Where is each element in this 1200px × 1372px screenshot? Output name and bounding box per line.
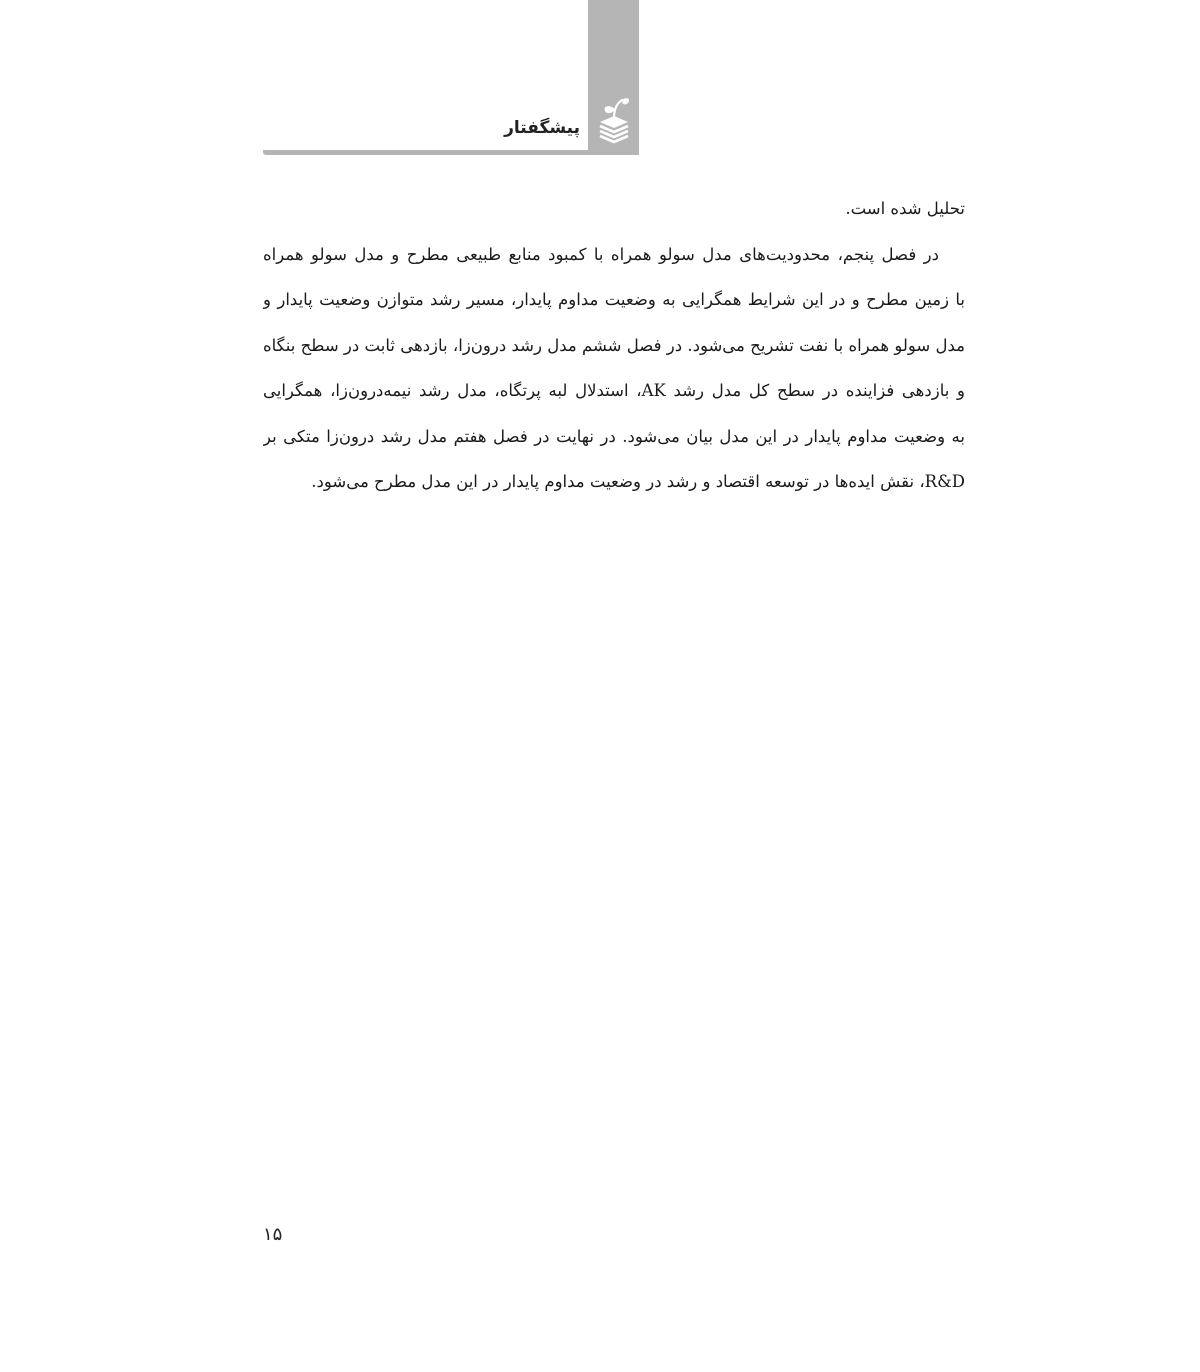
book-sprout-icon	[594, 92, 634, 148]
text-line: مدل سولو همراه با نفت تشریح می‌شود. در فصل ششم مدل رشد درون‌زا، بازدهی ثابت در سطح بنگاه	[263, 335, 965, 355]
text-line: به وضعیت مداوم پایدار در این مدل بیان می‌شود. در نهایت در فصل هفتم مدل رشد درون‌زا متکی بر	[263, 426, 965, 446]
text-line: با زمین مطرح و در این شرایط همگرایی به وضعیت مداوم پایدار، مسیر رشد متوازن وضعیت پایدار و	[263, 290, 965, 309]
page-number: ۱۵	[263, 1224, 283, 1245]
body-text	[263, 186, 965, 505]
text-line: در فصل پنجم، محدودیت‌های مدل سولو همراه با کمبود منابع طبیعی مطرح و مدل سولو همراه	[263, 244, 939, 264]
text-line: و بازدهی فزاینده در سطح کل مدل رشد AK، استدلال لبه پرتگاه، مدل رشد نیمه‌درون‌زا، همگرایی	[263, 381, 965, 400]
text-line: تحلیل شده است.	[845, 199, 965, 218]
text-line: R&D، نقش ایده‌ها در توسعه اقتصاد و رشد در وضعیت مداوم پایدار در این مدل مطرح می‌شود.	[311, 472, 965, 491]
running-header-title: پیشگفتار	[504, 118, 580, 138]
header-rule	[263, 150, 639, 155]
